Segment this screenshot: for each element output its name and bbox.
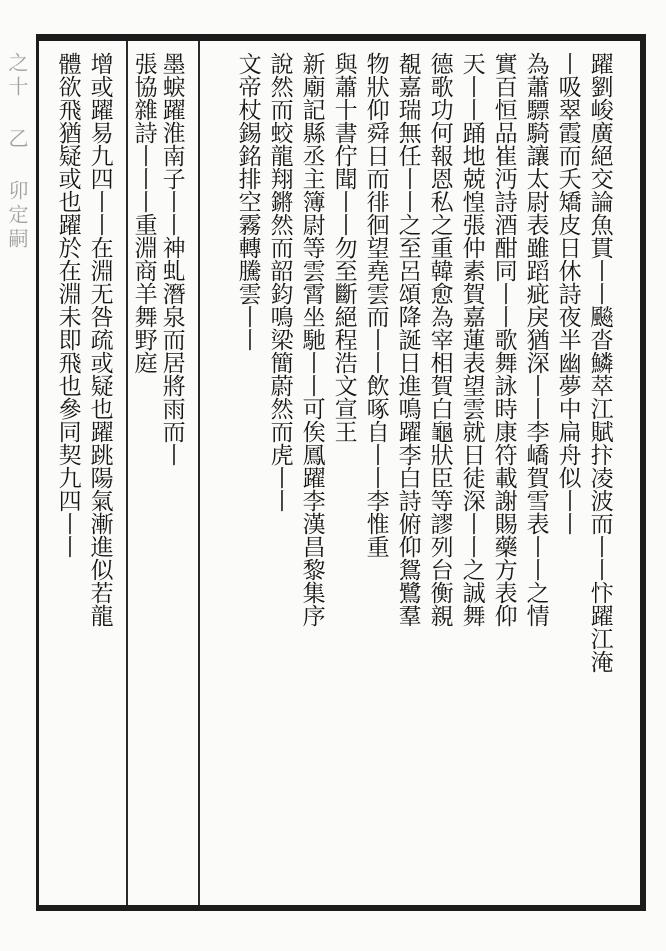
column-text: 物狀仰舜日而徘徊望堯雲而丨丨飲啄自丨丨李惟重: [362, 52, 389, 558]
text-column: [490, 52, 516, 627]
column-text: 為蕭驃騎讓太尉表雖蹈疵戾猶深丨丨李嶠賀雪表丨丨之情: [522, 52, 549, 627]
column-text: 體欲飛猶疑或也躍於在淵未即飛也參同契九四丨丨: [54, 52, 81, 558]
column-text: 說然而蛟龍翔鏘然而韶鈞鳴梁簡蔚然而虎丨丨: [266, 52, 293, 512]
text-column: [394, 52, 420, 627]
text-column: [158, 52, 184, 466]
left-border: [36, 34, 39, 911]
page-edge-text: 之十 乙 卯定嗣: [5, 52, 29, 252]
column-text: 天丨丨踊地兢惶張仲素賀嘉蓮表望雲就日徒深丨丨之誠舞: [458, 52, 485, 627]
column-text: 增或躍易九四丨丨在淵无咎疏或疑也躍跳陽氣漸進似若龍: [86, 52, 113, 627]
text-column: [522, 52, 548, 627]
column-text: 實百恒品崔沔詩酒酣同丨丨歌舞詠時康符載謝賜藥方表仰: [490, 52, 517, 627]
text-column: [54, 52, 80, 558]
column-divider: [198, 41, 200, 905]
column-text: 墨蜧躍淮南子丨丨神虬潛泉而居將雨而丨: [158, 52, 185, 466]
column-text: 德歌功何報恩私之重韓愈為宰相賀白龜狀臣等謬列台衡親: [426, 52, 453, 627]
text-column: [330, 52, 356, 443]
text-column: [554, 52, 580, 535]
column-text: 躍劉峻廣絕交論魚貫丨丨飈沓鱗萃江賦抃凌波而丨丨忭躍江淹: [586, 52, 613, 673]
column-text: 新廟記縣丞主簿尉等雲霄坐馳丨丨可俟鳳躍李漢昌黎集序: [298, 52, 325, 627]
text-column: [266, 52, 292, 512]
column-divider: [126, 41, 128, 905]
text-column: [362, 52, 388, 558]
text-column: [426, 52, 452, 627]
text-column: [86, 52, 112, 627]
column-text: 張協雜詩丨丨丨重淵商羊舞野庭: [130, 52, 157, 374]
right-border: [640, 34, 646, 911]
text-column: [458, 52, 484, 627]
text-column: [130, 52, 156, 374]
top-border: [36, 34, 646, 41]
column-text: 丨吸翠霞而夭矯皮日休詩夜半幽夢中扁舟似丨丨: [554, 52, 581, 535]
text-column: [298, 52, 324, 627]
column-text: 與蕭十書佇聞丨丨勿至斷絕程浩文宣王: [330, 52, 357, 443]
text-column: [234, 52, 260, 351]
text-column: [586, 52, 612, 673]
bottom-border: [36, 905, 646, 911]
column-text: 文帝杖錫銘排空霧轉騰雲丨丨: [234, 52, 261, 351]
column-text: 覩嘉瑞無任丨丨之至呂頌降誕日進鳴躍李白詩俯仰鴛鷺羣: [394, 52, 421, 627]
